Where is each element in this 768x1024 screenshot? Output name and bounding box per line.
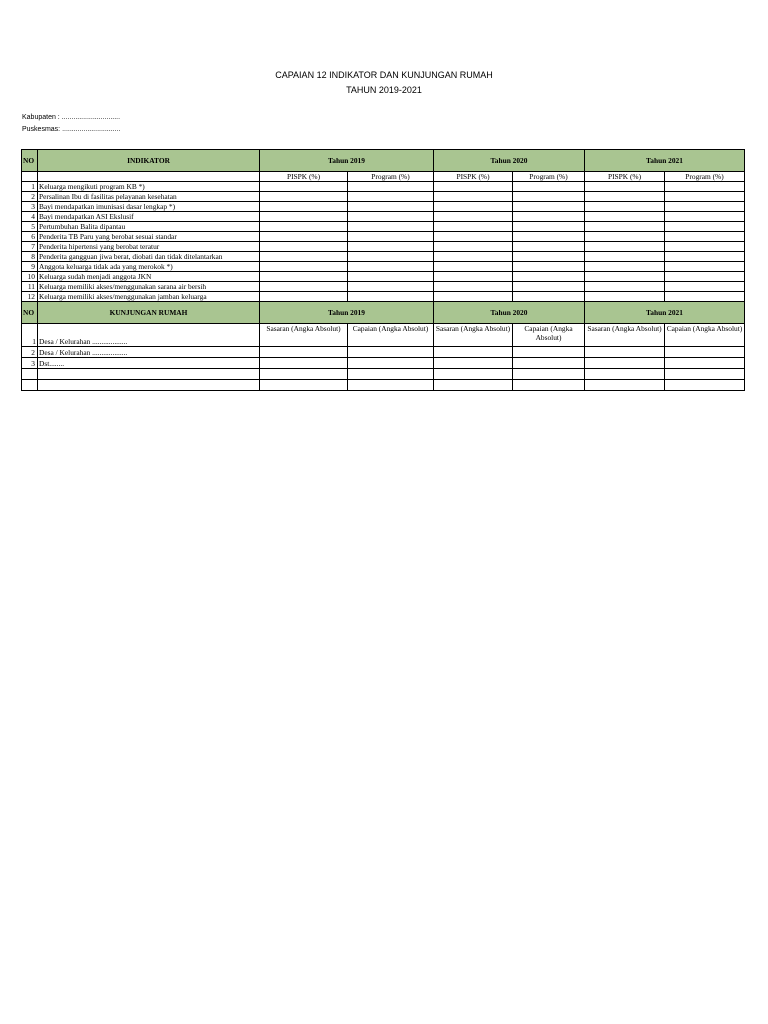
header-year-2020: Tahun 2020 (434, 150, 585, 172)
indicator-row (22, 202, 745, 212)
header-year-2020: Tahun 2020 (434, 302, 585, 324)
indicator-row (22, 292, 745, 302)
subheader-pispk: PISPK (%) (434, 172, 513, 182)
visit-label (38, 380, 260, 391)
row-number: 5 (22, 222, 38, 232)
header-indikator: INDIKATOR (38, 150, 260, 172)
subheader-sasaran: Sasaran (Angka Absolut) (260, 324, 348, 347)
indicator-label: Persalinan Ibu di fasilitas pelayanan kesehatan (38, 192, 260, 202)
subheader-capaian: Capaian (Angka Absolut) (348, 324, 434, 347)
subheader-program: Program (%) (665, 172, 745, 182)
indicator-row (22, 252, 745, 262)
indicator-label: Keluarga sudah menjadi anggota JKN (38, 272, 260, 282)
indicator-row (22, 272, 745, 282)
kabupaten-field: Kabupaten : .............................. (22, 114, 121, 121)
row-number: 8 (22, 252, 38, 262)
subheader-sasaran: Sasaran (Angka Absolut) (585, 324, 665, 347)
indicator-label: Anggota keluarga tidak ada yang merokok *) (38, 262, 260, 272)
document-subtitle: TAHUN 2019-2021 (346, 85, 422, 95)
indicator-row (22, 242, 745, 252)
row-number: 12 (22, 292, 38, 302)
puskesmas-field: Puskesmas: .............................. (22, 126, 121, 133)
indicator-label: Bayi mendapatkan ASI Ekslusif (38, 212, 260, 222)
visit-subheader-row (22, 324, 745, 347)
subheader-sasaran: Sasaran (Angka Absolut) (434, 324, 513, 347)
visit-row (22, 347, 745, 358)
visit-row (22, 358, 745, 369)
row-number: 9 (22, 262, 38, 272)
indicator-subheader-row (22, 172, 745, 182)
row-number: 11 (22, 282, 38, 292)
row-number: 4 (22, 212, 38, 222)
header-year-2021: Tahun 2021 (585, 150, 745, 172)
indicator-row (22, 282, 745, 292)
indicator-row (22, 182, 745, 192)
row-number: 1 (22, 324, 38, 347)
indicator-label: Pertumbuhan Balita dipantau (38, 222, 260, 232)
visit-label (38, 369, 260, 380)
row-number: 2 (22, 192, 38, 202)
row-number: 7 (22, 242, 38, 252)
header-kunjungan-rumah: KUNJUNGAN RUMAH (38, 302, 260, 324)
header-year-2019: Tahun 2019 (260, 150, 434, 172)
row-number: 6 (22, 232, 38, 242)
visit-header-row (22, 302, 745, 324)
subheader-capaian: Capaian (Angka Absolut) (513, 324, 585, 347)
row-number: 3 (22, 358, 38, 369)
indicator-label: Bayi mendapatkan imunisasi dasar lengkap *) (38, 202, 260, 212)
indicator-header-row (22, 150, 745, 172)
row-number: 2 (22, 347, 38, 358)
row-number: 10 (22, 272, 38, 282)
indicator-row (22, 262, 745, 272)
row-number (22, 369, 38, 380)
visit-row (22, 380, 745, 391)
row-number (22, 380, 38, 391)
indicator-label: Keluarga memiliki akses/menggunakan jamban keluarga (38, 292, 260, 302)
subheader-capaian: Capaian (Angka Absolut) (665, 324, 745, 347)
indicator-label: Penderita gangguan jiwa berat, diobati dan tidak ditelantarkan (38, 252, 260, 262)
subheader-program: Program (%) (348, 172, 434, 182)
indicator-label: Keluarga mengikuti program KB *) (38, 182, 260, 192)
header-year-2019: Tahun 2019 (260, 302, 434, 324)
indicator-label: Penderita TB Paru yang berobat sesuai standar (38, 232, 260, 242)
visit-label: Desa / Kelurahan ................... (38, 347, 260, 358)
visit-label: Desa / Kelurahan ................... (38, 324, 260, 347)
row-number: 1 (22, 182, 38, 192)
indicator-row (22, 192, 745, 202)
row-number: 3 (22, 202, 38, 212)
header-no: NO (22, 150, 38, 172)
document-title: CAPAIAN 12 INDIKATOR DAN KUNJUNGAN RUMAH (275, 70, 493, 80)
subheader-pispk: PISPK (%) (585, 172, 665, 182)
subheader-pispk: PISPK (%) (260, 172, 348, 182)
indicator-row (22, 232, 745, 242)
indicator-row (22, 212, 745, 222)
visit-row (22, 369, 745, 380)
header-no: NO (22, 302, 38, 324)
indicator-row (22, 222, 745, 232)
indicator-table (21, 149, 745, 391)
indicator-label: Keluarga memiliki akses/menggunakan sarana air bersih (38, 282, 260, 292)
visit-label: Dst........ (38, 358, 260, 369)
subheader-program: Program (%) (513, 172, 585, 182)
indicator-label: Penderita hipertensi yang berobat teratur (38, 242, 260, 252)
header-year-2021: Tahun 2021 (585, 302, 745, 324)
